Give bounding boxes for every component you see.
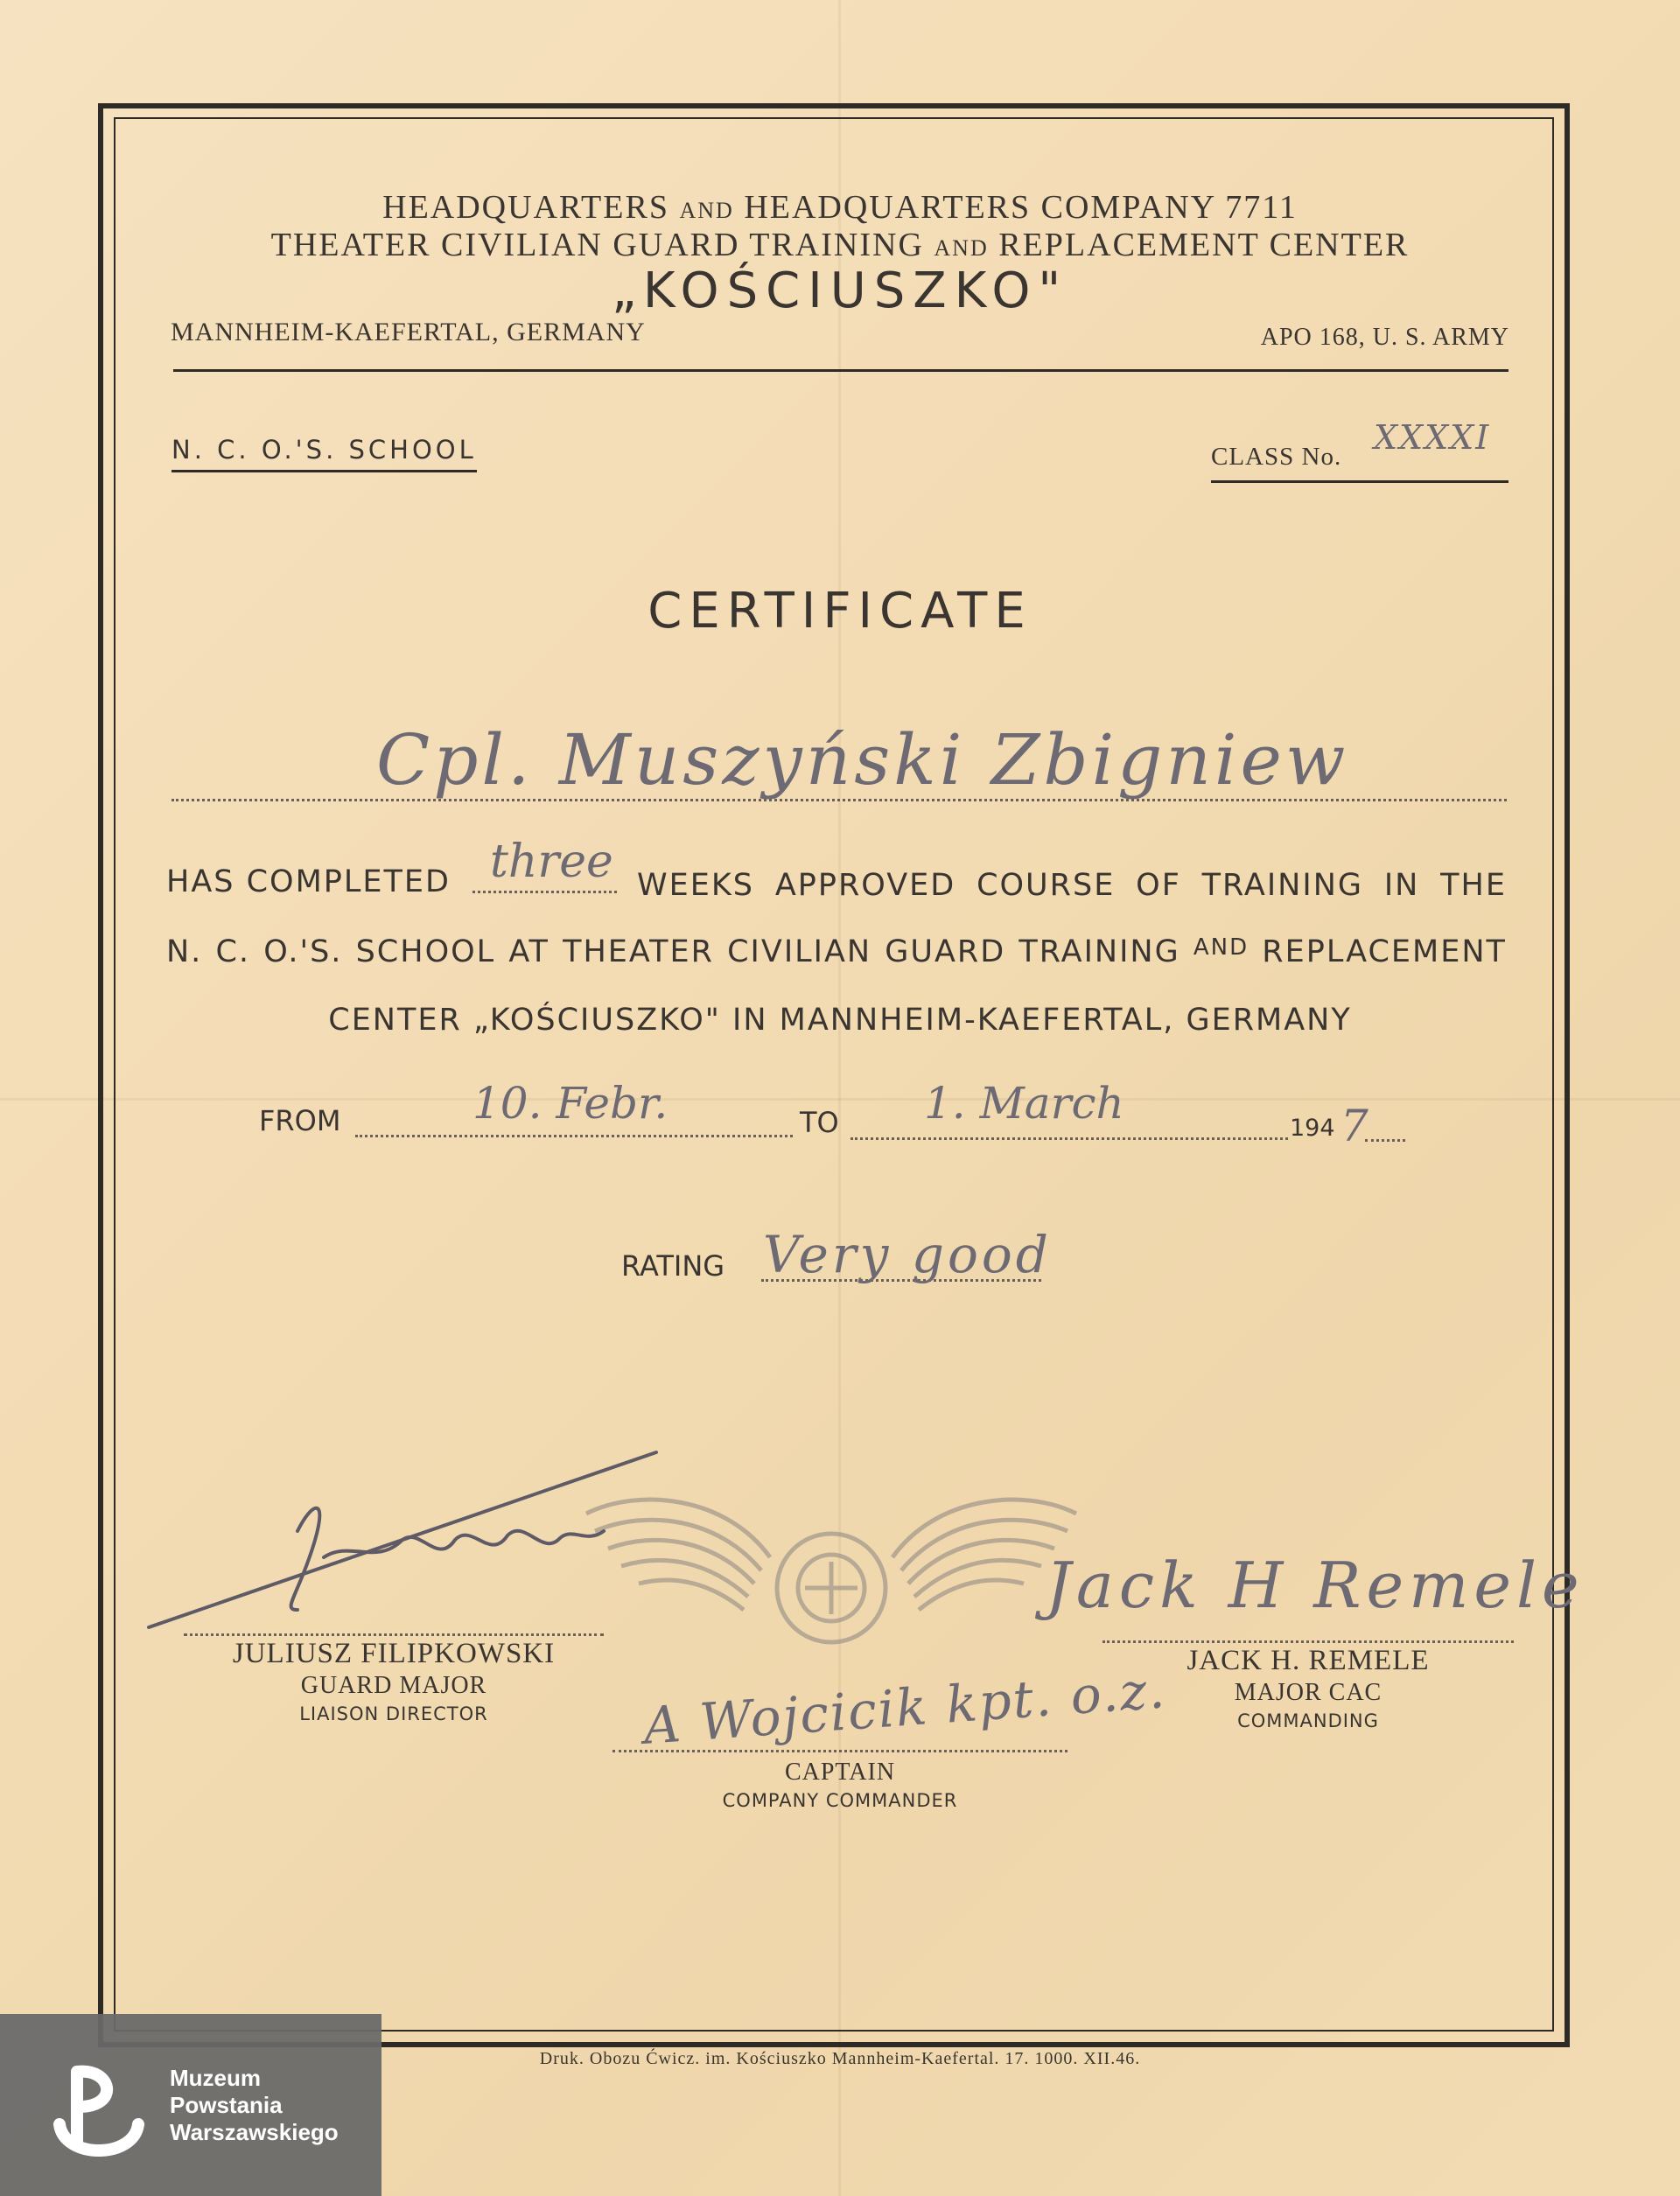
signature-left <box>140 1435 665 1645</box>
class-value: XXXXI <box>1374 418 1491 457</box>
header-location: MANNHEIM-KAEFERTAL, GERMANY <box>171 318 646 346</box>
signatory-center <box>612 1757 1068 1811</box>
to-value: 1. March <box>924 1078 1124 1129</box>
signatory-left-name: JULIUSZ FILIPKOWSKI <box>232 1638 556 1669</box>
body-line-1: WEEKS APPROVED COURSE OF TRAINING IN THE <box>637 868 1507 903</box>
weeks-value: three <box>490 836 613 888</box>
museum-name: Muzeum Powstania Warszawskiego <box>170 2065 339 2145</box>
recipient-line <box>172 799 1507 801</box>
signatory-center-role: COMPANY COMMANDER <box>722 1790 958 1811</box>
header-line-2: THEATER CIVILIAN GUARD TRAINING AND REPLACEMENT CENTER <box>270 227 1410 263</box>
signatory-right-rank: MAJOR CAC <box>1234 1679 1382 1706</box>
school-label: N. C. O.'S. SCHOOL <box>172 435 477 472</box>
rating-label: RATING <box>621 1249 725 1283</box>
header-rule <box>173 369 1508 372</box>
rating-value: Very good <box>763 1225 1052 1284</box>
year-value: 7 <box>1340 1101 1368 1151</box>
from-value: 10. Febr. <box>472 1078 668 1129</box>
recipient-name: Cpl. Muszyński Zbigniew <box>376 719 1349 801</box>
signatory-left-rank: GUARD MAJOR <box>300 1672 487 1699</box>
signatory-left-role: LIAISON DIRECTOR <box>299 1703 488 1724</box>
signatory-center-rank: CAPTAIN <box>784 1759 896 1786</box>
signatory-right-name: JACK H. REMELE <box>1186 1645 1430 1676</box>
printer-footer: Druk. Obozu Ćwicz. im. Kościuszko Mannheim-Kaefertal. 17. 1000. XII.46. <box>539 2049 1141 2068</box>
year-prefix: 194 <box>1290 1115 1335 1142</box>
header-name: „KOŚCIUSZKO" <box>611 262 1069 319</box>
header-line-1: HEADQUARTERS AND HEADQUARTERS COMPANY 7711 <box>382 189 1298 226</box>
body-line-2: N. C. O.'S. SCHOOL AT THEATER CIVILIAN GUARD TRAINING AND REPLACEMENT <box>166 934 1507 969</box>
signature-center: A Wojcicik kpt. o.z. <box>641 1660 1168 1756</box>
body-line-3: CENTER „KOŚCIUSZKO" IN MANNHEIM-KAEFERTAL, GERMANY <box>328 1003 1352 1038</box>
inner-border <box>114 117 1554 2032</box>
year-line <box>1365 1139 1405 1142</box>
from-label: FROM <box>259 1104 341 1137</box>
class-label: CLASS No. <box>1211 443 1508 483</box>
signatory-left <box>184 1638 604 1724</box>
completed-label: HAS COMPLETED <box>166 864 451 899</box>
signatory-right-role: COMMANDING <box>1237 1710 1379 1731</box>
from-line <box>355 1135 793 1137</box>
signature-line-left <box>184 1633 604 1636</box>
signature-line-center <box>612 1750 1068 1752</box>
signature-line-right <box>1102 1640 1514 1643</box>
certificate-title: CERTIFICATE <box>648 583 1032 640</box>
to-label: TO <box>800 1106 839 1139</box>
weeks-line <box>472 891 617 893</box>
to-line <box>850 1137 1288 1140</box>
header-apo: APO 168, U. S. ARMY <box>1260 324 1509 351</box>
signature-right: Jack H Remele <box>1046 1549 1585 1622</box>
anchor-pw-icon <box>51 2054 156 2168</box>
